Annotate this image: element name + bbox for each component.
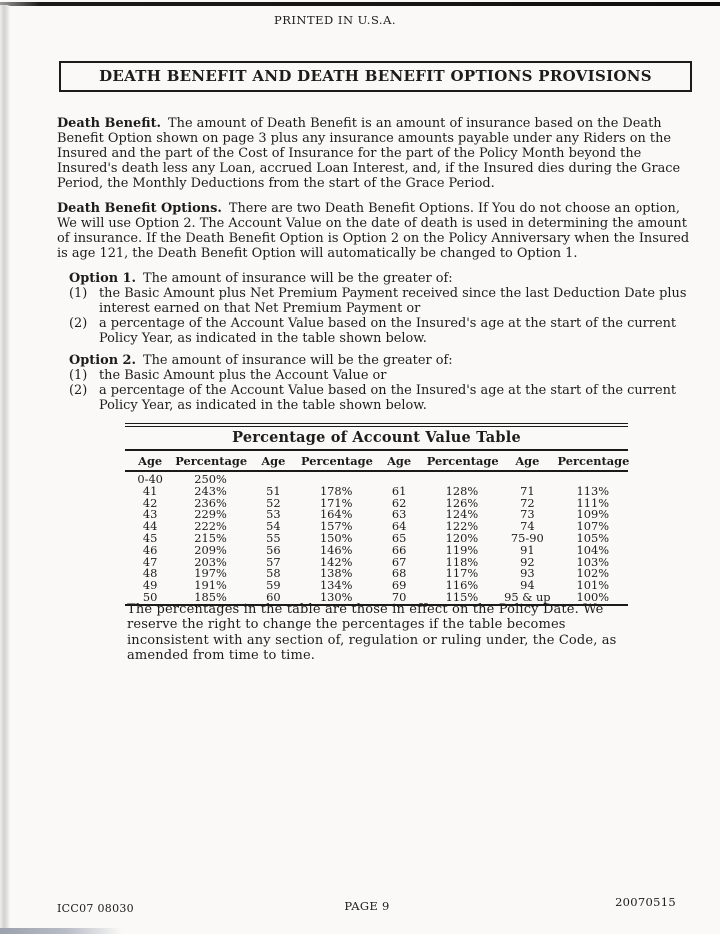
footer-page-number: PAGE 9 bbox=[344, 899, 390, 913]
table-cell: 52 bbox=[266, 495, 281, 510]
death-benefit-term: Death Benefit. bbox=[57, 116, 162, 131]
section-heading: DEATH BENEFIT AND DEATH BENEFIT OPTIONS PROVISIONS bbox=[99, 67, 652, 85]
table-cell: 94 bbox=[520, 578, 535, 593]
table-cell: 109% bbox=[576, 507, 610, 522]
printed-in-usa-label: PRINTED IN U.S.A. bbox=[273, 13, 397, 27]
table-cell: 75-90 bbox=[510, 530, 544, 545]
table-column-header: Percentage bbox=[175, 451, 245, 471]
option-2-section bbox=[69, 353, 701, 413]
table-cell: 71 bbox=[520, 483, 535, 498]
option-2-item-1-text: the Basic Amount plus the Account Value or bbox=[99, 368, 387, 383]
table-cell: 41 bbox=[142, 483, 158, 498]
table-cell: 59 bbox=[266, 578, 281, 593]
table-cell: 117% bbox=[445, 566, 479, 581]
table-cell: 65 bbox=[391, 530, 407, 545]
option-1-item-2-text: a percentage of the Account Value based on the Insured's age at the start of the current Policy Year, as indicated in the table shown below. bbox=[99, 316, 677, 346]
table-cell: 191% bbox=[194, 578, 227, 593]
table-cell: 70 bbox=[391, 589, 407, 604]
table-cell: 157% bbox=[319, 519, 353, 534]
table-cell: 63 bbox=[391, 507, 407, 522]
table-cell: 124% bbox=[445, 507, 479, 522]
death-benefit-paragraph bbox=[57, 116, 701, 191]
table-cell: 47 bbox=[142, 554, 158, 569]
table-cell: 120% bbox=[445, 530, 479, 545]
footer-date-code: 20070515 bbox=[615, 895, 676, 909]
table-cell: 62 bbox=[391, 495, 407, 510]
section-heading-box bbox=[59, 61, 692, 92]
table-column-header: Percentage bbox=[301, 451, 371, 471]
table-title: Percentage of Account Value Table bbox=[125, 427, 628, 451]
table-cell: 113% bbox=[576, 483, 610, 498]
footer-form-number: ICC07 08030 bbox=[57, 902, 134, 915]
table-column-header: Age bbox=[497, 451, 557, 471]
option-1-item-2-number: (2) bbox=[69, 316, 88, 331]
table-cell: 67 bbox=[391, 554, 407, 569]
table-cell: 48 bbox=[142, 566, 158, 581]
table-cell: 58 bbox=[266, 566, 281, 581]
option-1-item-1 bbox=[69, 286, 701, 316]
table-column-header: Percentage bbox=[558, 451, 628, 471]
option-2-item-2-text: a percentage of the Account Value based on the Insured's age at the start of the current Policy Year, as indicated in the table shown below. bbox=[99, 383, 677, 413]
table-cell: 54 bbox=[266, 519, 281, 534]
table-cell: 111% bbox=[576, 495, 610, 510]
option-2-item-2-number: (2) bbox=[69, 383, 88, 398]
option-2-term: Option 2. bbox=[69, 353, 137, 368]
table-cell: 178% bbox=[319, 483, 353, 498]
table-cell: 68 bbox=[391, 566, 407, 581]
option-2-intro: The amount of insurance will be the greater of: bbox=[143, 353, 453, 368]
option-2-title-line bbox=[69, 353, 701, 368]
table-column-header: Age bbox=[246, 451, 301, 471]
table-cell: 236% bbox=[194, 495, 227, 510]
table-cell: 69 bbox=[391, 578, 407, 593]
table-cell: 101% bbox=[576, 578, 610, 593]
table-cell: 0-40 bbox=[137, 472, 163, 486]
table-cell: 134% bbox=[319, 578, 353, 593]
table-cell: 138% bbox=[319, 566, 353, 581]
table-cell: 55 bbox=[266, 530, 281, 545]
option-1-title-line bbox=[69, 271, 701, 286]
table-cell: 46 bbox=[142, 542, 158, 557]
option-1-item-1-text: the Basic Amount plus Net Premium Payment received since the last Deduction Date plus interest earned on that Net Premium Payment or bbox=[99, 286, 687, 316]
table-cell: 72 bbox=[520, 495, 535, 510]
table-cell: 118% bbox=[445, 554, 479, 569]
option-2-item-2 bbox=[69, 383, 701, 413]
table-cell: 91 bbox=[520, 542, 535, 557]
table-cell: 105% bbox=[576, 530, 610, 545]
table-cell: 107% bbox=[576, 519, 610, 534]
percentage-of-account-value-table bbox=[125, 423, 628, 606]
table-cell: 103% bbox=[576, 554, 610, 569]
table-cell: 130% bbox=[319, 589, 353, 604]
table-cell: 61 bbox=[391, 483, 407, 498]
table-cell: 44 bbox=[142, 519, 158, 534]
table-cell: 146% bbox=[319, 542, 353, 557]
table-cell: 42 bbox=[142, 495, 158, 510]
table-cell: 66 bbox=[391, 542, 407, 557]
table-cell: 74 bbox=[520, 519, 535, 534]
table-cell: 185% bbox=[194, 589, 227, 604]
table-cell: 60 bbox=[266, 589, 281, 604]
table-cell: 43 bbox=[142, 507, 158, 522]
table-cell: 142% bbox=[319, 554, 353, 569]
table-cell: 92 bbox=[520, 554, 535, 569]
death-benefit-options-text: There are two Death Benefit Options. If You do not choose an option, We will use Option 2. The Account Value on the date of death is used in determining the amount of insurance. If the Death Benefit Option is Option 2 on the Policy Anniversary when the Insured is age 121, the Death Benefit Option will automatically be changed to Option 1. bbox=[57, 201, 690, 261]
table-cell: 73 bbox=[520, 507, 535, 522]
table-column-header: Percentage bbox=[427, 451, 497, 471]
table-cell: 57 bbox=[266, 554, 281, 569]
option-2-item-1 bbox=[69, 368, 701, 383]
scan-artifact-bottom-left-bar bbox=[0, 928, 122, 934]
table-cell: 126% bbox=[445, 495, 479, 510]
table-cell: 102% bbox=[576, 566, 610, 581]
option-1-intro: The amount of insurance will be the greater of: bbox=[143, 271, 453, 286]
table-cell: 56 bbox=[266, 542, 281, 557]
table-cell: 197% bbox=[194, 566, 227, 581]
table-cell: 115% bbox=[445, 589, 479, 604]
table-cell: 53 bbox=[266, 507, 281, 522]
table-cell: 164% bbox=[319, 507, 353, 522]
table-header-row bbox=[125, 451, 628, 471]
table-cell: 50 bbox=[142, 589, 158, 604]
document-body bbox=[57, 116, 701, 420]
table-cell: 222% bbox=[194, 519, 227, 534]
table-cell: 45 bbox=[142, 530, 158, 545]
option-2-item-1-number: (1) bbox=[69, 368, 88, 383]
table-cell: 122% bbox=[445, 519, 479, 534]
option-1-item-1-number: (1) bbox=[69, 286, 88, 301]
table-cell: 95 & up bbox=[504, 589, 551, 604]
death-benefit-options-paragraph bbox=[57, 201, 701, 261]
scan-artifact-left-edge bbox=[0, 5, 10, 934]
option-1-term: Option 1. bbox=[69, 271, 137, 286]
table-cell: 150% bbox=[319, 530, 353, 545]
table-cell: 203% bbox=[194, 554, 227, 569]
table-cell: 64 bbox=[391, 519, 407, 534]
account-value-table bbox=[125, 451, 628, 604]
table-cell: 243% bbox=[194, 483, 227, 498]
death-benefit-text: The amount of Death Benefit is an amount of insurance based on the Death Benefit Option shown on page 3 plus any insurance amounts payable under any Riders on the Insured and the part of the Cost of Insurance for the part of the Policy Month beyond the Insured's death less any Loan, accrued Loan Interest, and, if the Insured dies during the Grace Period, the Monthly Deductions from the start of the Grace Period. bbox=[57, 116, 681, 191]
table-cell: 229% bbox=[194, 507, 227, 522]
death-benefit-options-term: Death Benefit Options. bbox=[57, 201, 222, 216]
table-cell: 100% bbox=[576, 589, 610, 604]
table-cell: 128% bbox=[445, 483, 479, 498]
table-cell: 171% bbox=[319, 495, 353, 510]
option-1-item-2 bbox=[69, 316, 701, 346]
scan-artifact-top-edge bbox=[0, 2, 720, 6]
table-cell: 250% bbox=[194, 472, 227, 486]
table-cell: 51 bbox=[266, 483, 281, 498]
option-1-section bbox=[69, 271, 701, 346]
table-column-header: Age bbox=[125, 451, 175, 471]
table-cell: 93 bbox=[520, 566, 535, 581]
table-column-header: Age bbox=[371, 451, 426, 471]
table-cell: 49 bbox=[142, 578, 158, 593]
table-cell: 104% bbox=[576, 542, 610, 557]
table-cell: 215% bbox=[194, 530, 227, 545]
table-note: The percentages in the table are those in effect on the Policy Date. We reserve the right to change the percentages if the table becomes inconsistent with any section of, regulation or ruling under, the Code, as amended from time to time. bbox=[127, 602, 617, 664]
table-cell: 209% bbox=[194, 542, 227, 557]
table-cell: 119% bbox=[445, 542, 479, 557]
table-cell: 116% bbox=[445, 578, 479, 593]
